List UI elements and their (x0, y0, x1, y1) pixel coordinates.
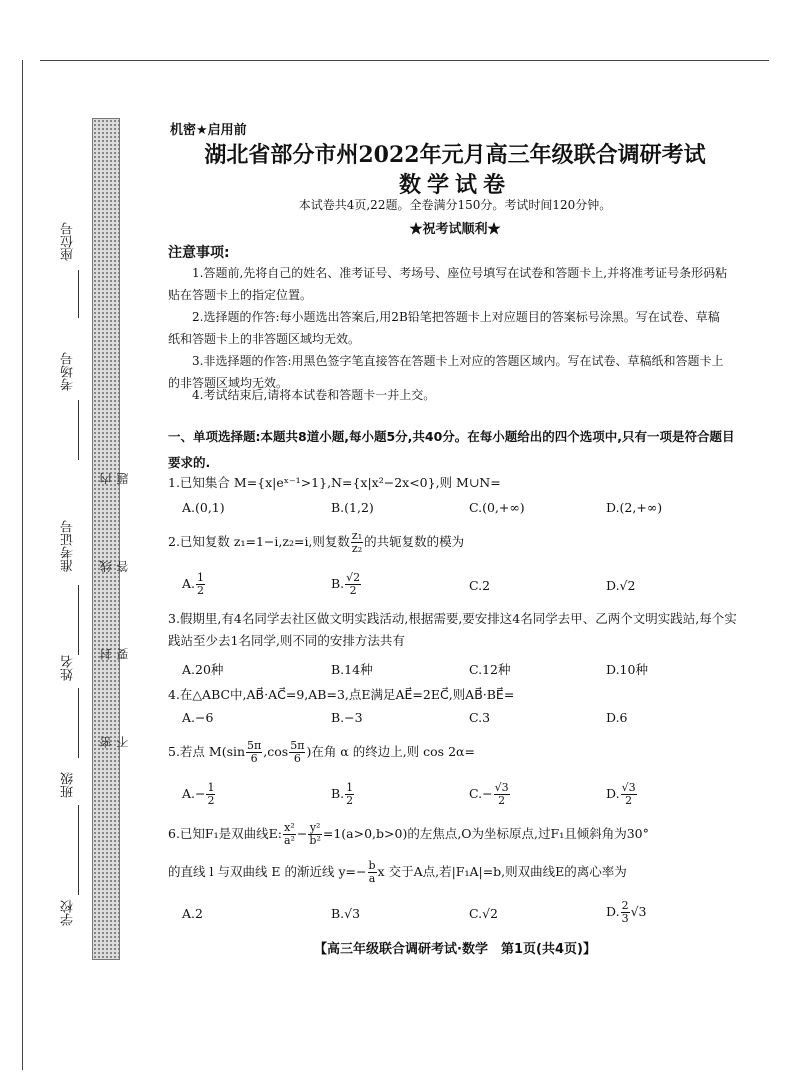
name-label: 姓名 (61, 655, 76, 681)
notice-item-3: 3.非选择题的作答:用黑色签字笔直接答在答题卡上对应的答题区域内。写在试卷、草稿纸和答题卡上的非答题区域均无效。 (168, 354, 724, 390)
q5-option-c-num: √3 (494, 781, 509, 794)
q6-option-b: B.√3 (331, 906, 361, 921)
q6-stem-c: 的直线 l 与双曲线 E 的渐近线 y=− (168, 864, 367, 879)
q5-frac-2 (289, 740, 305, 765)
q1-option-d: D.(2,+∞) (606, 500, 663, 515)
q5-option-b (331, 782, 355, 807)
q6-option-d-label: D. (606, 904, 620, 919)
q5-option-a-num: 1 (207, 781, 215, 794)
q2-frac-num: z₁ (351, 529, 363, 542)
q5-stem-b: )在角 α 的终边上,则 cos 2α= (306, 744, 475, 759)
q5-option-c-den: 2 (498, 794, 506, 807)
q6-option-d-tail: √3 (630, 904, 647, 919)
q5-option-c-label: C.− (469, 786, 493, 801)
q5-frac-2-den: 6 (293, 752, 301, 765)
exam-room-line (78, 400, 79, 460)
q6-frac-1 (283, 822, 296, 847)
q2-option-d: D.√2 (606, 578, 636, 593)
q3-option-c: C.12种 (469, 662, 511, 677)
exam-info: 本试卷共4页,22题。全卷满分150分。考试时间120分钟。 (298, 198, 612, 212)
q5-option-d-label: D. (606, 786, 620, 801)
q6-frac-1-num: x² (284, 821, 295, 834)
q2-frac-den: z₂ (351, 542, 363, 555)
class-label: 班级 (61, 772, 76, 798)
q1-option-b: B.(1,2) (331, 500, 374, 515)
q3-option-d: D.10种 (606, 662, 648, 677)
q6-stem-mid: − (296, 826, 308, 841)
q2-option-a (182, 572, 206, 597)
page-footer: 【高三年级联合调研考试·数学 第1页(共4页)】 (314, 942, 596, 957)
notice-heading: 注意事项: (168, 245, 230, 261)
q6-frac-1-den: a² (283, 834, 295, 847)
q5-option-d-num: √3 (621, 781, 636, 794)
seat-number-label: 座位号 (61, 222, 76, 261)
q6-stem-d: x 交于A点,若|F₁A|=b,则双曲线E的离心率为 (377, 864, 627, 879)
q5-option-a (182, 782, 216, 807)
q5-option-a-label: A.− (182, 786, 206, 801)
question-6-stem-line-2 (168, 860, 743, 885)
q6-option-d-num: 2 (621, 899, 629, 912)
ticket-number-label: 准考证号 (61, 520, 76, 572)
notice-item-2: 2.选择题的作答:每小题选出答案后,用2B铅笔把答题卡上对应题目的答案标号涂黑。写在试卷、草稿纸和答题卡上的非答题区域均无效。 (168, 310, 720, 346)
q2-fraction (351, 530, 363, 555)
q5-frac-2-num: 5π (290, 739, 305, 752)
q5-option-c-frac (494, 782, 510, 807)
ticket-number-line (78, 585, 79, 655)
q2-option-a-label: A. (182, 576, 196, 591)
name-line (78, 688, 79, 758)
q3-option-a: A.20种 (182, 662, 224, 677)
q5-stem-mid: ,cos (263, 744, 289, 759)
q4-option-c: C.3 (469, 710, 491, 725)
q6-frac-2-num: y² (309, 821, 321, 834)
notice-item-1: 1.答题前,先将自己的姓名、准考证号、考场号、座位号填写在试卷和答题卡上,并将准考证号条形码粘贴在答题卡上的指定位置。 (168, 266, 728, 302)
q6-frac-3-den: a (368, 872, 376, 885)
q4-option-a: A.−6 (182, 710, 214, 725)
q5-option-a-den: 2 (207, 794, 215, 807)
confidential-mark: 机密★启用前 (170, 123, 247, 138)
q5-option-d-frac (621, 782, 637, 807)
exam-room-label: 考场号 (61, 352, 76, 391)
q2-stem-a: 2.已知复数 z₁=1−i,z₂=i,则复数 (168, 534, 350, 549)
section-title: 一、单项选择题:本题共8道小题,每小题5分,共40分。在每小题给出的四个选项中,只有一项是符合题目要求的. (168, 429, 735, 470)
q1-option-a: A.(0,1) (182, 500, 225, 515)
q2-option-a-frac (196, 572, 205, 597)
q2-stem-b: 的共轭复数的模为 (364, 534, 465, 549)
q6-frac-2-den: b² (309, 834, 321, 847)
q2-option-b-num: √2 (346, 571, 361, 584)
question-3-stem: 3.假期里,有4名同学去社区做文明实践活动,根据需要,要安排这4名同学去甲、乙两个文明实践站,每个实践站至少去1名同学,则不同的安排方法共有 (168, 611, 737, 648)
q5-option-a-frac (206, 782, 215, 807)
question-2-stem (168, 530, 743, 555)
exam-title: 湖北省部分市州2022年元月高三年级联合调研考试 (204, 142, 706, 168)
q5-option-b-den: 2 (346, 794, 354, 807)
q5-option-d-den: 2 (625, 794, 633, 807)
q6-option-d-den: 3 (621, 912, 629, 925)
q6-option-a: A.2 (182, 906, 203, 921)
seat-number-line (78, 270, 79, 318)
q6-frac-2 (308, 822, 321, 847)
q5-option-b-label: B. (331, 786, 345, 801)
left-border-line (22, 60, 23, 1070)
class-line (78, 805, 79, 895)
question-6-stem-line-1 (168, 822, 743, 847)
seal-text: 密 封 线 内 不 要 答 题 (99, 436, 130, 748)
q5-option-c (469, 782, 511, 807)
question-5-stem (168, 740, 743, 765)
q1-option-c: C.(0,+∞) (469, 500, 525, 515)
q2-option-b-label: B. (331, 576, 345, 591)
q4-option-b: B.−3 (331, 710, 363, 725)
q2-option-a-den: 2 (197, 584, 205, 597)
q6-option-c: C.√2 (469, 906, 499, 921)
q5-frac-1-den: 6 (250, 752, 258, 765)
notice-item-4: 4.考试结束后,请将本试卷和答题卡一并上交。 (192, 388, 436, 402)
good-luck-banner: ★祝考试顺利★ (409, 222, 501, 237)
q5-stem-a: 5.若点 M(sin (168, 744, 246, 759)
school-label: 学校 (61, 900, 76, 926)
q2-option-b (331, 572, 362, 597)
q4-option-d: D.6 (606, 710, 628, 725)
q5-option-b-num: 1 (346, 781, 354, 794)
q6-option-d-frac (621, 900, 630, 925)
q6-frac-3 (368, 860, 377, 885)
q2-option-a-num: 1 (197, 571, 205, 584)
q2-option-b-frac (345, 572, 361, 597)
q6-stem-b: =1(a>0,b>0)的左焦点,O为坐标原点,过F₁且倾斜角为30° (322, 826, 649, 841)
q5-frac-1 (246, 740, 262, 765)
top-border-line (40, 60, 769, 61)
q5-frac-1-num: 5π (247, 739, 262, 752)
subject-title: 数学试卷 (398, 172, 511, 198)
q6-option-d (606, 900, 646, 925)
q3-option-b: B.14种 (331, 662, 373, 677)
q6-stem-a: 6.已知F₁是双曲线E: (168, 826, 282, 841)
q6-frac-3-num: b (368, 859, 376, 872)
q5-option-d (606, 782, 638, 807)
question-1-stem: 1.已知集合 M={x|eˣ⁻¹>1},N={x|x²−2x<0},则 M∪N= (168, 475, 501, 490)
q5-option-b-frac (345, 782, 354, 807)
q2-option-c: C.2 (469, 578, 491, 593)
q2-option-b-den: 2 (349, 584, 357, 597)
question-4-stem: 4.在△ABC中,AB⃗·AC⃗=9,AB=3,点E满足AE⃗=2EC⃗,则AB⃗·BE⃗= (168, 687, 515, 702)
